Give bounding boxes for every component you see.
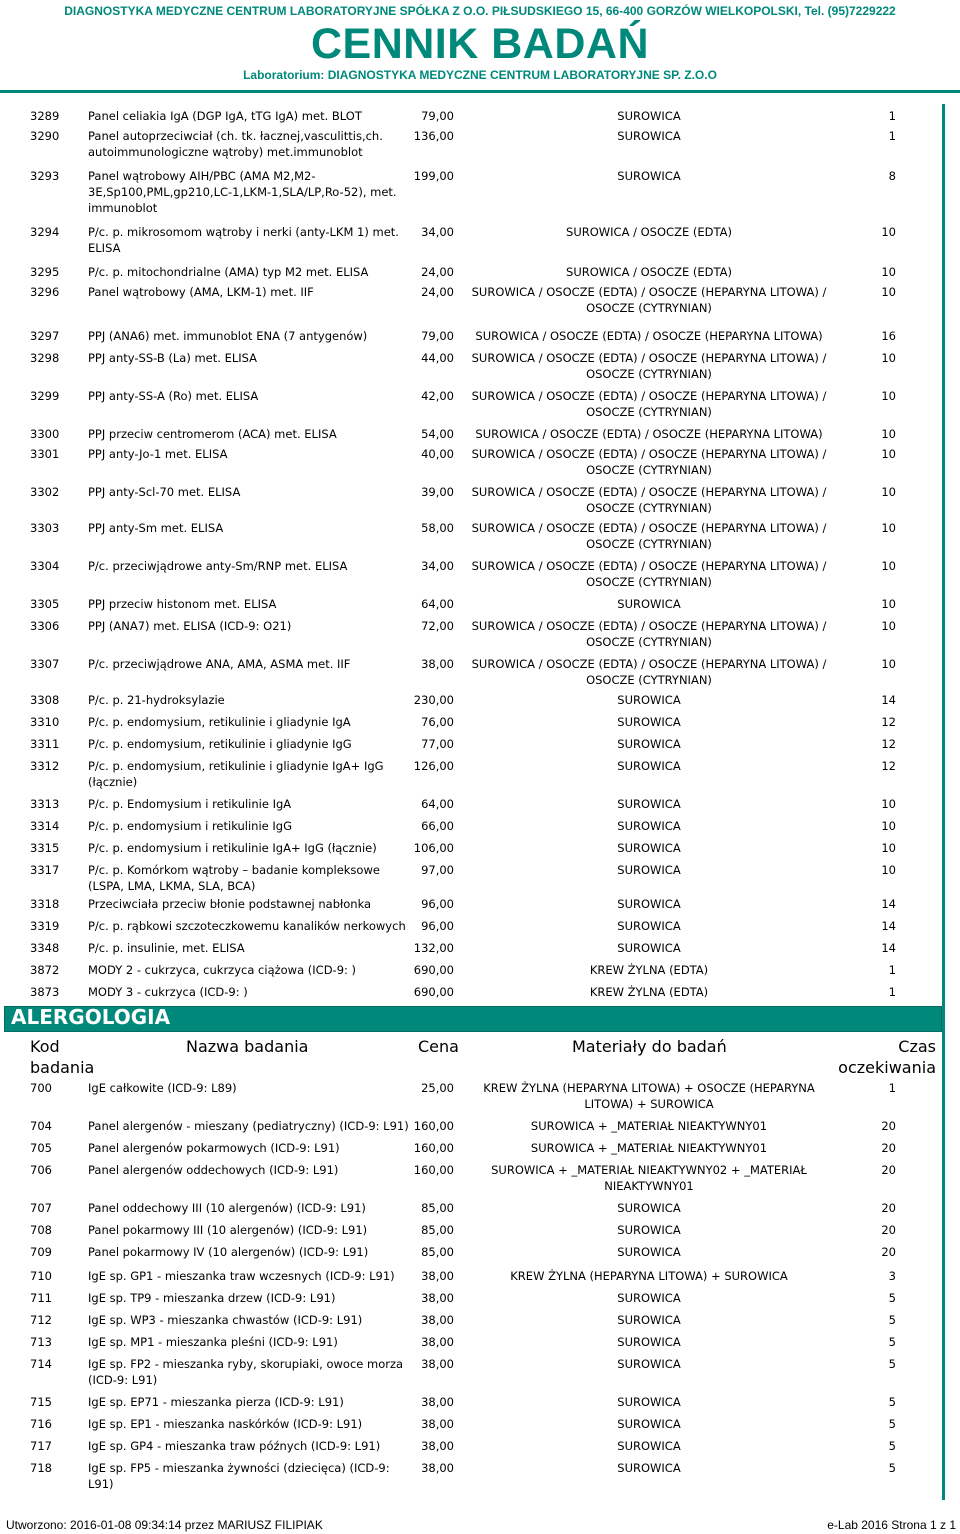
section-title: ALERGOLOGIA (11, 1005, 171, 1029)
row-wait-time: 10 (881, 657, 896, 671)
row-test-name: IgE sp. EP71 - mieszanka pierza (ICD-9: L91) (88, 1395, 344, 1409)
row-code: 3294 (30, 225, 60, 239)
row-code: 3307 (30, 657, 60, 671)
row-material: SUROWICA (617, 169, 681, 183)
row-wait-time: 8 (888, 169, 896, 183)
row-price: 34,00 (421, 225, 454, 239)
row-test-name: Panel autoprzeciwciał (ch. tk. łacznej,vasculittis,ch. autoimmunologiczne wątroby) met.immunoblot (88, 129, 383, 159)
row-test-name: PPJ anty-SS-B (La) met. ELISA (88, 351, 258, 365)
row-material: SUROWICA / OSOCZE (EDTA) (566, 225, 732, 239)
row-code: 3306 (30, 619, 60, 633)
row-wait-time: 14 (881, 941, 896, 955)
row-price: 72,00 (421, 619, 454, 633)
row-material: SUROWICA / OSOCZE (EDTA) / OSOCZE (HEPARYNA LITOWA) / OSOCZE (CYTRYNIAN) (471, 351, 827, 381)
footer-created: Utworzono: 2016-01-08 09:34:14 przez MARIUSZ FILIPIAK (6, 1518, 323, 1532)
row-wait-time: 20 (881, 1119, 896, 1133)
row-test-name: Panel celiakia IgA (DGP IgA, tTG IgA) met. BLOT (88, 109, 362, 123)
row-material: SUROWICA / OSOCZE (EDTA) / OSOCZE (HEPARYNA LITOWA) (475, 329, 823, 343)
row-material: SUROWICA (617, 1461, 681, 1475)
row-material: SUROWICA / OSOCZE (EDTA) (566, 265, 732, 279)
row-code: 3308 (30, 693, 60, 707)
row-code: 3315 (30, 841, 60, 855)
row-code: 3314 (30, 819, 60, 833)
company-address: DIAGNOSTYKA MEDYCZNE CENTRUM LABORATORYJNE SPÓŁKA Z O.O. PIŁSUDSKIEGO 15, 66-400 GORZÓW WIELKOPOLSKI, Tel. (95)7229222 (64, 4, 896, 18)
row-test-name: P/c. przeciwjądrowe ANA, AMA, ASMA met. IIF (88, 657, 351, 671)
row-wait-time: 10 (881, 265, 896, 279)
row-wait-time: 20 (881, 1223, 896, 1237)
row-test-name: IgE sp. FP2 - mieszanka ryby, skorupiaki, owoce morza (ICD-9: L91) (88, 1357, 404, 1387)
row-test-name: P/c. przeciwjądrowe anty-Sm/RNP met. ELISA (88, 559, 348, 573)
row-test-name: P/c. p. 21-hydroksylazie (88, 693, 225, 707)
row-wait-time: 10 (881, 559, 896, 573)
row-wait-time: 12 (881, 759, 896, 773)
row-wait-time: 5 (888, 1291, 896, 1305)
row-material: SUROWICA (617, 693, 681, 707)
row-price: 38,00 (421, 657, 454, 671)
row-code: 704 (30, 1119, 52, 1133)
row-price: 199,00 (413, 169, 454, 183)
row-material: SUROWICA / OSOCZE (EDTA) / OSOCZE (HEPARYNA LITOWA) / OSOCZE (CYTRYNIAN) (471, 559, 827, 589)
row-test-name: P/c. p. endomysium, retikulinie i gliadynie IgA (88, 715, 351, 729)
row-code: 717 (30, 1439, 52, 1453)
row-price: 38,00 (421, 1417, 454, 1431)
row-price: 690,00 (413, 985, 454, 999)
row-price: 58,00 (421, 521, 454, 535)
row-code: 3319 (30, 919, 60, 933)
row-material: SUROWICA (617, 1335, 681, 1349)
row-wait-time: 14 (881, 897, 896, 911)
row-price: 97,00 (421, 863, 454, 877)
row-wait-time: 10 (881, 797, 896, 811)
row-code: 3310 (30, 715, 60, 729)
row-material: SUROWICA (617, 737, 681, 751)
row-material: SUROWICA (617, 1313, 681, 1327)
row-price: 76,00 (421, 715, 454, 729)
row-price: 160,00 (413, 1119, 454, 1133)
row-price: 42,00 (421, 389, 454, 403)
row-code: 713 (30, 1335, 52, 1349)
row-material: SUROWICA / OSOCZE (EDTA) / OSOCZE (HEPARYNA LITOWA) / OSOCZE (CYTRYNIAN) (471, 485, 827, 515)
section-header-alergologia (4, 1006, 942, 1032)
row-price: 66,00 (421, 819, 454, 833)
row-code: 3348 (30, 941, 60, 955)
row-code: 3301 (30, 447, 60, 461)
row-test-name: Panel alergenów - mieszany (pediatryczny) (ICD-9: L91) (88, 1119, 409, 1133)
footer-page: e-Lab 2016 Strona 1 z 1 (827, 1518, 956, 1532)
row-material: SUROWICA (617, 1245, 681, 1259)
row-test-name: PPJ anty-Jo-1 met. ELISA (88, 447, 228, 461)
row-test-name: P/c. p. mitochondrialne (AMA) typ M2 met. ELISA (88, 265, 369, 279)
row-code: 700 (30, 1081, 52, 1095)
row-wait-time: 10 (881, 389, 896, 403)
row-price: 106,00 (413, 841, 454, 855)
row-price: 38,00 (421, 1357, 454, 1371)
row-material: SUROWICA (617, 597, 681, 611)
row-code: 3318 (30, 897, 60, 911)
row-price: 160,00 (413, 1141, 454, 1155)
row-material: SUROWICA (617, 863, 681, 877)
row-price: 38,00 (421, 1335, 454, 1349)
row-code: 3303 (30, 521, 60, 535)
row-material: SUROWICA (617, 759, 681, 773)
row-wait-time: 1 (888, 129, 896, 143)
row-wait-time: 10 (881, 427, 896, 441)
row-code: 710 (30, 1269, 52, 1283)
row-price: 24,00 (421, 285, 454, 299)
row-material: KREW ŻYLNA (HEPARYNA LITOWA) + SUROWICA (510, 1269, 788, 1283)
row-material: SUROWICA + _MATERIAŁ NIEAKTYWNY01 (530, 1119, 768, 1133)
laboratory-name: Laboratorium: DIAGNOSTYKA MEDYCZNE CENTRUM LABORATORYJNE SP. Z.O.O (243, 68, 717, 82)
row-test-name: Panel alergenów oddechowych (ICD-9: L91) (88, 1163, 339, 1177)
row-wait-time: 5 (888, 1335, 896, 1349)
row-material: SUROWICA / OSOCZE (EDTA) / OSOCZE (HEPARYNA LITOWA) / OSOCZE (CYTRYNIAN) (471, 447, 827, 477)
col-time-header: Czas oczekiwania (838, 1037, 936, 1077)
row-wait-time: 14 (881, 693, 896, 707)
row-test-name: PPJ (ANA7) met. ELISA (ICD-9: O21) (88, 619, 292, 633)
row-test-name: P/c. p. mikrosomom wątroby i nerki (anty-LKM 1) met. ELISA (88, 225, 399, 255)
row-material: SUROWICA / OSOCZE (EDTA) / OSOCZE (HEPARYNA LITOWA) / OSOCZE (CYTRYNIAN) (471, 657, 827, 687)
row-price: 54,00 (421, 427, 454, 441)
column-headers (0, 1036, 940, 1080)
col-name-header: Nazwa badania (186, 1037, 309, 1056)
row-material: SUROWICA (617, 1395, 681, 1409)
row-price: 230,00 (413, 693, 454, 707)
row-test-name: Panel wątrobowy (AMA, LKM-1) met. IIF (88, 285, 314, 299)
header-divider (0, 90, 960, 93)
row-price: 38,00 (421, 1439, 454, 1453)
row-code: 3300 (30, 427, 60, 441)
row-price: 38,00 (421, 1269, 454, 1283)
row-wait-time: 5 (888, 1357, 896, 1371)
row-wait-time: 10 (881, 225, 896, 239)
row-test-name: P/c. p. insulinie, met. ELISA (88, 941, 245, 955)
row-wait-time: 16 (881, 329, 896, 343)
row-test-name: IgE sp. GP1 - mieszanka traw wczesnych (ICD-9: L91) (88, 1269, 395, 1283)
row-code: 3295 (30, 265, 60, 279)
row-test-name: Przeciwciała przeciw błonie podstawnej nabłonka (88, 897, 372, 911)
row-test-name: P/c. p. endomysium, retikulinie i gliadynie IgA+ IgG (łącznie) (88, 759, 384, 789)
row-code: 707 (30, 1201, 52, 1215)
row-code: 711 (30, 1291, 52, 1305)
row-price: 85,00 (421, 1245, 454, 1259)
row-price: 136,00 (413, 129, 454, 143)
row-material: SUROWICA / OSOCZE (EDTA) / OSOCZE (HEPARYNA LITOWA) / OSOCZE (CYTRYNIAN) (471, 619, 827, 649)
row-code: 709 (30, 1245, 52, 1259)
row-material: KREW ŻYLNA (EDTA) (589, 985, 709, 999)
row-price: 77,00 (421, 737, 454, 751)
row-price: 38,00 (421, 1461, 454, 1475)
row-test-name: P/c. p. Endomysium i retikulinie IgA (88, 797, 292, 811)
row-material: SUROWICA (617, 1223, 681, 1237)
right-margin-bar (942, 104, 945, 1500)
row-code: 3297 (30, 329, 60, 343)
row-wait-time: 20 (881, 1163, 896, 1177)
row-wait-time: 14 (881, 919, 896, 933)
row-price: 44,00 (421, 351, 454, 365)
row-material: SUROWICA (617, 1439, 681, 1453)
row-code: 718 (30, 1461, 52, 1475)
row-material: SUROWICA (617, 129, 681, 143)
page-header (0, 0, 960, 94)
row-test-name: PPJ przeciw centromerom (ACA) met. ELISA (88, 427, 337, 441)
row-test-name: P/c. p. Komórkom wątroby – badanie kompleksowe (LSPA, LMA, LKMA, SLA, BCA) (88, 863, 380, 893)
row-test-name: IgE sp. GP4 - mieszanka traw późnych (ICD-9: L91) (88, 1439, 381, 1453)
row-test-name: P/c. p. endomysium, retikulinie i gliadynie IgG (88, 737, 352, 751)
row-material: SUROWICA (617, 841, 681, 855)
row-wait-time: 20 (881, 1201, 896, 1215)
row-wait-time: 1 (888, 109, 896, 123)
row-wait-time: 20 (881, 1141, 896, 1155)
row-test-name: Panel wątrobowy AIH/PBC (AMA M2,M2-3E,Sp100,PML,gp210,LC-1,LKM-1,SLA/LP,Ro-52), met. immunoblot (88, 169, 397, 215)
page-title: CENNIK BADAŃ (310, 20, 650, 68)
row-wait-time: 10 (881, 351, 896, 365)
row-material: SUROWICA / OSOCZE (EDTA) / OSOCZE (HEPARYNA LITOWA) / OSOCZE (CYTRYNIAN) (471, 285, 827, 315)
row-wait-time: 5 (888, 1461, 896, 1475)
row-code: 3313 (30, 797, 60, 811)
row-wait-time: 10 (881, 285, 896, 299)
row-code: 3873 (30, 985, 60, 999)
row-wait-time: 5 (888, 1313, 896, 1327)
row-code: 715 (30, 1395, 52, 1409)
row-price: 25,00 (421, 1081, 454, 1095)
row-wait-time: 5 (888, 1439, 896, 1453)
row-price: 40,00 (421, 447, 454, 461)
row-wait-time: 1 (888, 1081, 896, 1095)
row-wait-time: 10 (881, 597, 896, 611)
row-test-name: Panel pokarmowy IV (10 alergenów) (ICD-9: L91) (88, 1245, 369, 1259)
row-code: 712 (30, 1313, 52, 1327)
row-test-name: Panel pokarmowy III (10 alergenów) (ICD-9: L91) (88, 1223, 368, 1237)
row-test-name: MODY 3 - cukrzyca (ICD-9: ) (88, 985, 248, 999)
row-material: SUROWICA (617, 897, 681, 911)
col-price-header: Cena (418, 1037, 459, 1056)
row-material: SUROWICA (617, 109, 681, 123)
col-code-header: Kod badania (30, 1037, 95, 1077)
row-code: 3317 (30, 863, 60, 877)
row-code: 3311 (30, 737, 60, 751)
row-material: SUROWICA (617, 819, 681, 833)
row-code: 3296 (30, 285, 60, 299)
row-code: 705 (30, 1141, 52, 1155)
row-material: KREW ŻYLNA (HEPARYNA LITOWA) + OSOCZE (HEPARYNA LITOWA) + SUROWICA (483, 1081, 815, 1111)
row-wait-time: 5 (888, 1417, 896, 1431)
row-test-name: P/c. p. endomysium i retikulinie IgA+ IgG (łącznie) (88, 841, 377, 855)
row-test-name: IgE sp. FP5 - mieszanka żywności (dziecięca) (ICD-9: L91) (88, 1461, 390, 1491)
row-code: 3872 (30, 963, 60, 977)
row-price: 39,00 (421, 485, 454, 499)
row-test-name: P/c. p. rąbkowi szczoteczkowemu kanalików nerkowych (88, 919, 406, 933)
row-price: 34,00 (421, 559, 454, 573)
row-price: 38,00 (421, 1291, 454, 1305)
row-code: 3298 (30, 351, 60, 365)
row-price: 64,00 (421, 797, 454, 811)
row-material: KREW ŻYLNA (EDTA) (589, 963, 709, 977)
row-test-name: IgE całkowite (ICD-9: L89) (88, 1081, 237, 1095)
row-price: 85,00 (421, 1223, 454, 1237)
row-code: 716 (30, 1417, 52, 1431)
row-price: 79,00 (421, 329, 454, 343)
row-price: 96,00 (421, 919, 454, 933)
row-code: 3305 (30, 597, 60, 611)
row-material: SUROWICA (617, 1357, 681, 1371)
row-test-name: PPJ (ANA6) met. immunoblot ENA (7 antygenów) (88, 329, 368, 343)
row-wait-time: 12 (881, 715, 896, 729)
row-wait-time: 3 (888, 1269, 896, 1283)
row-material: SUROWICA / OSOCZE (EDTA) / OSOCZE (HEPARYNA LITOWA) / OSOCZE (CYTRYNIAN) (471, 521, 827, 551)
row-test-name: PPJ anty-SS-A (Ro) met. ELISA (88, 389, 259, 403)
row-wait-time: 1 (888, 985, 896, 999)
row-material: SUROWICA + _MATERIAŁ NIEAKTYWNY02 + _MATERIAŁ NIEAKTYWNY01 (491, 1163, 807, 1193)
row-material: SUROWICA (617, 715, 681, 729)
col-material-header: Materiały do badań (572, 1037, 727, 1056)
row-test-name: Panel oddechowy III (10 alergenów) (ICD-9: L91) (88, 1201, 366, 1215)
row-price: 38,00 (421, 1313, 454, 1327)
row-code: 714 (30, 1357, 52, 1371)
row-code: 3289 (30, 109, 60, 123)
row-price: 64,00 (421, 597, 454, 611)
row-wait-time: 1 (888, 963, 896, 977)
row-test-name: IgE sp. MP1 - mieszanka pleśni (ICD-9: L91) (88, 1335, 338, 1349)
row-wait-time: 10 (881, 863, 896, 877)
row-price: 85,00 (421, 1201, 454, 1215)
row-test-name: IgE sp. EP1 - mieszanka naskórków (ICD-9: L91) (88, 1417, 363, 1431)
row-wait-time: 10 (881, 521, 896, 535)
row-test-name: MODY 2 - cukrzyca, cukrzyca ciążowa (ICD-9: ) (88, 963, 357, 977)
row-price: 126,00 (413, 759, 454, 773)
row-price: 24,00 (421, 265, 454, 279)
row-code: 3299 (30, 389, 60, 403)
row-code: 708 (30, 1223, 52, 1237)
row-material: SUROWICA (617, 1291, 681, 1305)
row-code: 3302 (30, 485, 60, 499)
row-test-name: PPJ przeciw histonom met. ELISA (88, 597, 277, 611)
row-wait-time: 10 (881, 819, 896, 833)
row-code: 3312 (30, 759, 60, 773)
row-material: SUROWICA (617, 797, 681, 811)
row-wait-time: 10 (881, 841, 896, 855)
row-test-name: Panel alergenów pokarmowych (ICD-9: L91) (88, 1141, 340, 1155)
row-price: 96,00 (421, 897, 454, 911)
row-test-name: IgE sp. WP3 - mieszanka chwastów (ICD-9: L91) (88, 1313, 363, 1327)
row-code: 3293 (30, 169, 60, 183)
row-test-name: PPJ anty-Scl-70 met. ELISA (88, 485, 241, 499)
row-price: 38,00 (421, 1395, 454, 1409)
row-material: SUROWICA / OSOCZE (EDTA) / OSOCZE (HEPARYNA LITOWA) / OSOCZE (CYTRYNIAN) (471, 389, 827, 419)
row-wait-time: 10 (881, 619, 896, 633)
row-test-name: IgE sp. TP9 - mieszanka drzew (ICD-9: L91) (88, 1291, 336, 1305)
row-wait-time: 12 (881, 737, 896, 751)
row-wait-time: 20 (881, 1245, 896, 1259)
row-material: SUROWICA (617, 1201, 681, 1215)
page-footer (0, 1518, 960, 1534)
row-wait-time: 10 (881, 485, 896, 499)
row-test-name: P/c. p. endomysium i retikulinie IgG (88, 819, 293, 833)
row-code: 3304 (30, 559, 60, 573)
row-wait-time: 5 (888, 1395, 896, 1409)
row-material: SUROWICA + _MATERIAŁ NIEAKTYWNY01 (530, 1141, 768, 1155)
row-price: 79,00 (421, 109, 454, 123)
row-price: 132,00 (413, 941, 454, 955)
row-material: SUROWICA (617, 919, 681, 933)
row-price: 690,00 (413, 963, 454, 977)
row-material: SUROWICA (617, 1417, 681, 1431)
row-material: SUROWICA / OSOCZE (EDTA) / OSOCZE (HEPARYNA LITOWA) (475, 427, 823, 441)
row-wait-time: 10 (881, 447, 896, 461)
row-material: SUROWICA (617, 941, 681, 955)
row-price: 160,00 (413, 1163, 454, 1177)
row-code: 706 (30, 1163, 52, 1177)
row-code: 3290 (30, 129, 60, 143)
row-test-name: PPJ anty-Sm met. ELISA (88, 521, 224, 535)
